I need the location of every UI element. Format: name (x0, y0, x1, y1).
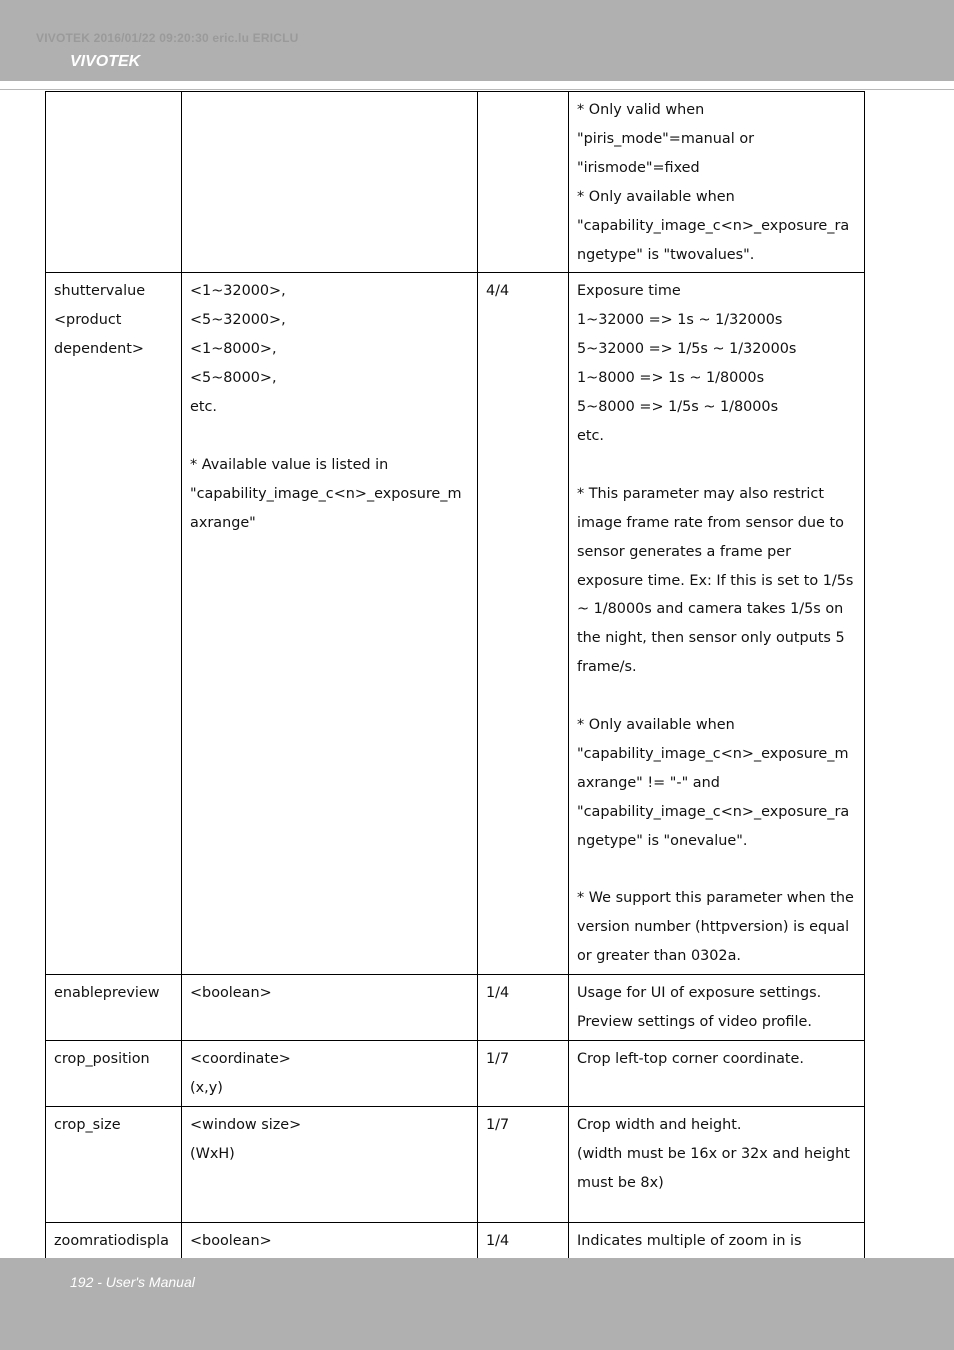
page-header (0, 0, 954, 81)
brand-logo-text: VIVOTEK (70, 53, 141, 70)
param-security-cell: 4/4 (478, 273, 569, 975)
param-name-cell: shuttervalue <product dependent> (46, 273, 182, 975)
param-security-cell: 1/4 (478, 1222, 569, 1288)
page-footer (0, 1258, 954, 1350)
table-row (46, 1041, 865, 1107)
param-description-cell: Crop width and height. (width must be 16x or 32x and height must be 8x) (569, 1106, 865, 1222)
param-security-cell (478, 92, 569, 273)
param-description-cell: Usage for UI of exposure settings. Preview settings of video profile. (569, 975, 865, 1041)
table-row (46, 975, 865, 1041)
param-description-cell: Indicates multiple of zoom in is (569, 1222, 865, 1288)
param-description-cell: Exposure time 1~32000 => 1s ~ 1/32000s 5~32000 => 1/5s ~ 1/32000s 1~8000 => 1s ~ 1/8000s 5~8000 => 1/5s ~ 1/8000s etc. * This parameter may also restrict image frame rate from sensor due to sensor generates a frame per exposure time. Ex: If this is set to 1/5s ~ 1/8000s and camera takes 1/5s on the night, then sensor only outputs 5 frame/s. * Only available when "capability_image_c<n>_exposure_m axrange" != "-" and "capability_image_c<n>_exposure_ra ngetype" is "onevalue". * We support this parameter when the version number (httpversion) is equal or greater than 0302a. (569, 273, 865, 975)
table-row (46, 273, 865, 975)
param-value-cell: <window size> (WxH) (182, 1106, 478, 1222)
param-description-cell: * Only valid when "piris_mode"=manual or "irismode"=fixed * Only available when "capability_image_c<n>_exposure_ra ngetype" is "twovalues". (569, 92, 865, 273)
param-name-cell (46, 92, 182, 273)
param-description-cell: Crop left-top corner coordinate. (569, 1041, 865, 1107)
param-security-cell: 1/4 (478, 975, 569, 1041)
table-row (46, 1106, 865, 1222)
header-divider (0, 89, 954, 90)
header-watermark: VIVOTEK 2016/01/22 09:20:30 eric.lu ERICLU (36, 31, 299, 45)
param-value-cell: <1~32000>, <5~32000>, <1~8000>, <5~8000>, etc. * Available value is listed in "capability_image_c<n>_exposure_m axrange" (182, 273, 478, 975)
param-name-cell: crop_position (46, 1041, 182, 1107)
param-value-cell: <boolean> (182, 1222, 478, 1288)
page-number-label: 192 - User's Manual (70, 1274, 195, 1290)
param-security-cell: 1/7 (478, 1041, 569, 1107)
param-value-cell: <coordinate> (x,y) (182, 1041, 478, 1107)
param-name-cell: enablepreview (46, 975, 182, 1041)
table-row (46, 92, 865, 273)
param-name-cell: crop_size (46, 1106, 182, 1222)
parameter-table (45, 91, 865, 1289)
param-value-cell: <boolean> (182, 975, 478, 1041)
param-name-cell: zoomratiodispla (46, 1222, 182, 1288)
param-value-cell (182, 92, 478, 273)
param-security-cell: 1/7 (478, 1106, 569, 1222)
